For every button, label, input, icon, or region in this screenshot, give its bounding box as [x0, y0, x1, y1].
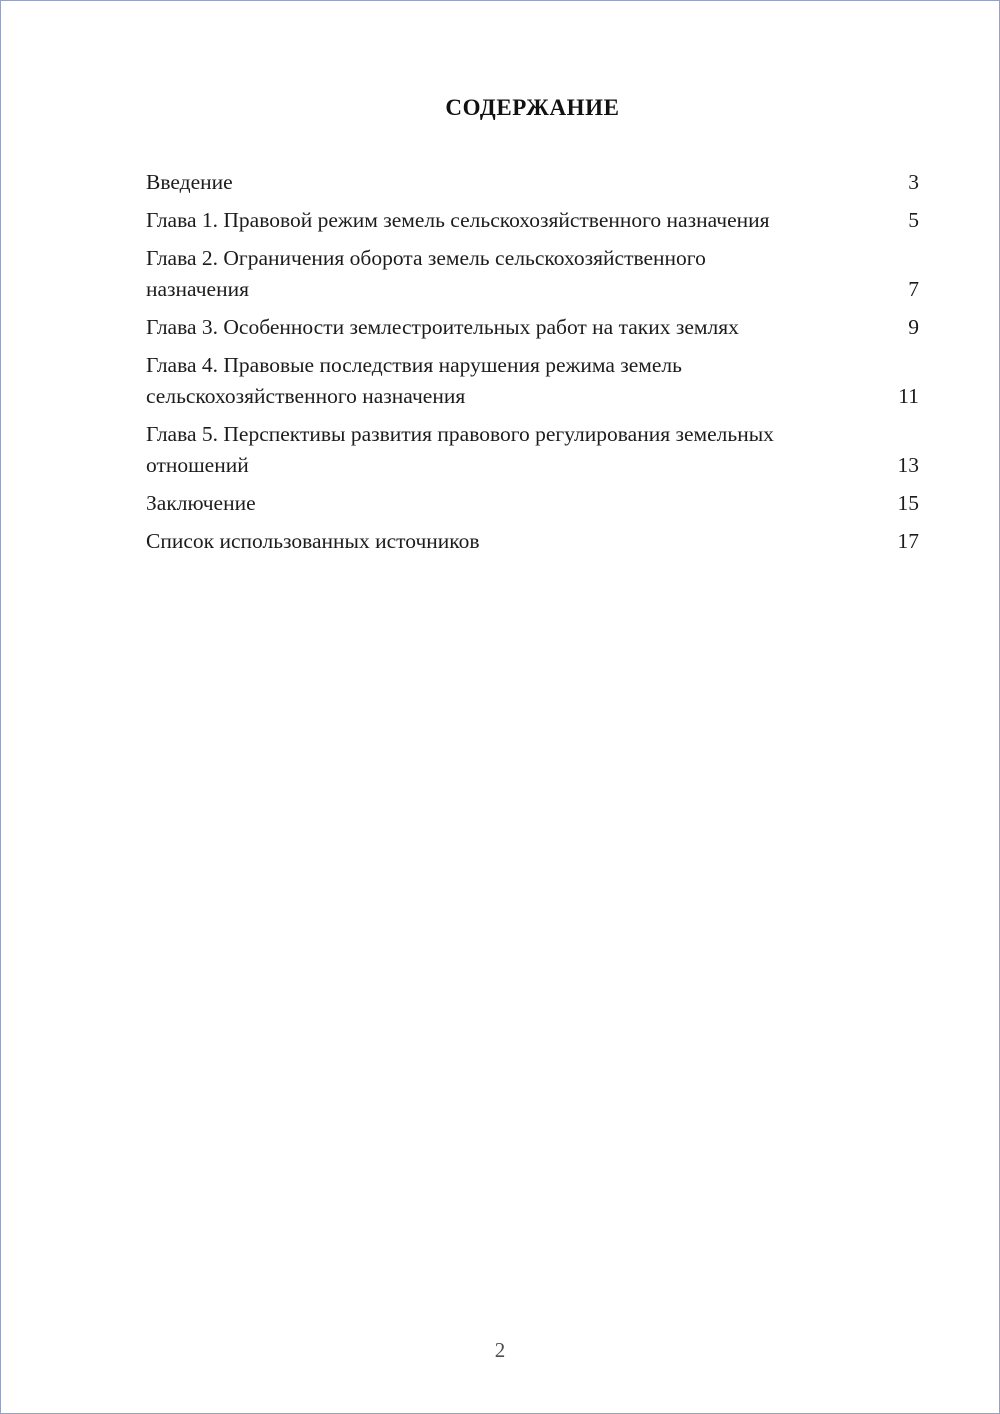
toc-entry	[146, 526, 919, 557]
toc-entry	[146, 167, 919, 198]
toc-entry-page-number: 9	[908, 315, 919, 339]
toc-entry-page-number: 17	[897, 529, 919, 553]
toc-entry	[146, 312, 919, 343]
toc-entry-page-number: 15	[897, 491, 919, 515]
toc-entry-page-number: 7	[908, 277, 919, 301]
toc-entry-page-number: 3	[908, 170, 919, 194]
toc-entry-label: Глава 2. Ограничения оборота земель сельскохозяйственного назначения	[146, 246, 706, 301]
toc-entry	[146, 488, 919, 519]
toc-entry-label: Глава 4. Правовые последствия нарушения режима земель сельскохозяйственного назначения	[146, 353, 682, 408]
toc-entry-label: Список использованных источников	[146, 529, 480, 553]
toc-entry-page-number: 13	[897, 453, 919, 477]
toc-entry-label: Глава 1. Правовой режим земель сельскохозяйственного назначения	[146, 208, 770, 232]
toc-list	[146, 167, 919, 557]
toc-entry	[146, 205, 919, 236]
toc-section	[1, 1, 999, 557]
toc-entry-label: Глава 5. Перспективы развития правового регулирования земельных отношений	[146, 422, 774, 477]
toc-entry	[146, 350, 919, 412]
toc-entry-label: Заключение	[146, 491, 256, 515]
page-number: 2	[494, 1338, 506, 1362]
toc-entry	[146, 243, 919, 305]
toc-entry-page-number: 5	[908, 208, 919, 232]
toc-entry-label: Введение	[146, 170, 233, 194]
toc-entry-page-number: 11	[898, 384, 919, 408]
toc-entry-label: Глава 3. Особенности землестроительных работ на таких землях	[146, 315, 739, 339]
toc-entry	[146, 419, 919, 481]
page-title: СОДЕРЖАНИЕ	[445, 95, 620, 120]
